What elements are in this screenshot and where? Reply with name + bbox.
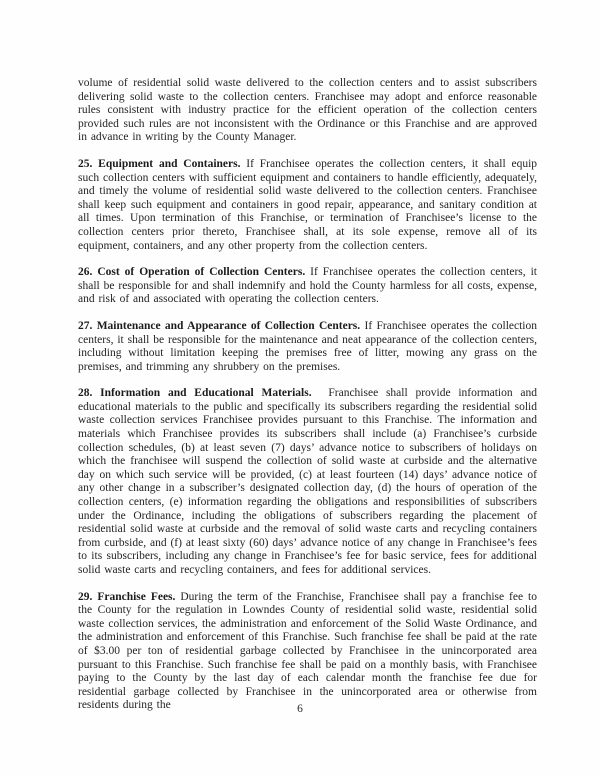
section-heading-25: 25. Equipment and Containers. [78,157,241,170]
document-content [78,77,537,726]
section-paragraph-25 [78,158,537,253]
section-body-26: If Franchisee operates the collection centers, it shall be responsible for and shall indemnify and hold the County harmless for all costs, expense, and risk of and associated with operating the collection centers. [78,266,537,306]
section-body-29: During the term of the Franchise, Franchisee shall pay a franchise fee to the County for the regulation in Lowndes County of residential solid waste, residential solid waste collection services, the administration and enforcement of the Solid Waste Ordinance, and the administration and enforcement of this Franchise. Such franchise fee shall be paid at the rate of $3.00 per ton of residential garbage collected by Franchisee in the unincorporated area pursuant to this Franchise. Such franchise fee shall be paid on a monthly basis, with Franchisee paying to the County by the last day of each calendar month the franchise fee due for residential garbage collected by Franchisee in the unincorporated area or otherwise from residents during the [78,590,537,712]
page-number: 6 [297,703,303,715]
paragraph-intro [78,77,537,145]
section-paragraph-28 [78,387,537,577]
section-heading-28: 28. Information and Educational Materials. [78,387,312,400]
section-heading-27: 27. Maintenance and Appearance of Collection Centers. [78,319,361,332]
section-heading-29: 29. Franchise Fees. [78,590,176,603]
section-paragraph-27 [78,320,537,374]
section-body-28: Franchisee shall provide information and educational materials to the public and specifically its subscribers regarding the residential solid waste collection services Franchisee provides pursuant to this Franchise. The information and materials which Franchisee provides its subscribers shall include (a) Franchisee’s curbside collection schedules, (b) at least seven (7) days’ advance notice to subscribers of holidays on which the franchisee will suspend the collection of solid waste at curbside and the alternative day on which such service will be provided, (c) at least fourteen (14) days’ advance notice of any other change in a subscriber’s designated collection day, (d) the hours of operation of the collection centers, (e) information regarding the obligations and responsibilities of subscribers under the Ordinance, including the obligations of subscribers regarding the placement of residential solid waste at curbside and the removal of solid waste carts and recycling containers from curbside, and (f) at least sixty (60) days’ advance notice of any change in Franchisee’s fees to its subscribers, including any change in Franchisee’s fee for basic service, fees for additional solid waste carts and recycling containers, and fees for additional services. [78,387,537,576]
section-paragraph-29 [78,591,537,713]
section-heading-26: 26. Cost of Operation of Collection Centers. [78,266,306,279]
section-body-27: If Franchisee operates the collection centers, it shall be responsible for the maintenance and neat appearance of the collection centers, including without limitation keeping the premises free of litter, mowing any grass on the premises, and trimming any shrubbery on the premises. [78,319,538,373]
section-paragraph-26 [78,266,537,307]
paragraph-intro-text: volume of residential solid waste delivered to the collection centers and to assist subscribers delivering solid waste to the collection centers. Franchisee may adopt and enforce reasonable rules consistent with industry practice for the efficient operation of the collection centers provided such rules are not inconsistent with the Ordinance or this Franchise and are approved in advance in writing by the County Manager. [78,77,537,144]
section-body-25: If Franchisee operates the collection centers, it shall equip such collection centers with sufficient equipment and containers to handle efficiently, adequately, and timely the volume of residential solid waste delivered to the collection centers. Franchisee shall keep such equipment and containers in good repair, appearance, and sanitary condition at all times. Upon termination of this Franchise, or termination of Franchisee’s license to the collection centers prior thereto, Franchisee shall, at its sole expense, remove all of its equipment, containers, and any other property from the collection centers. [78,157,538,252]
